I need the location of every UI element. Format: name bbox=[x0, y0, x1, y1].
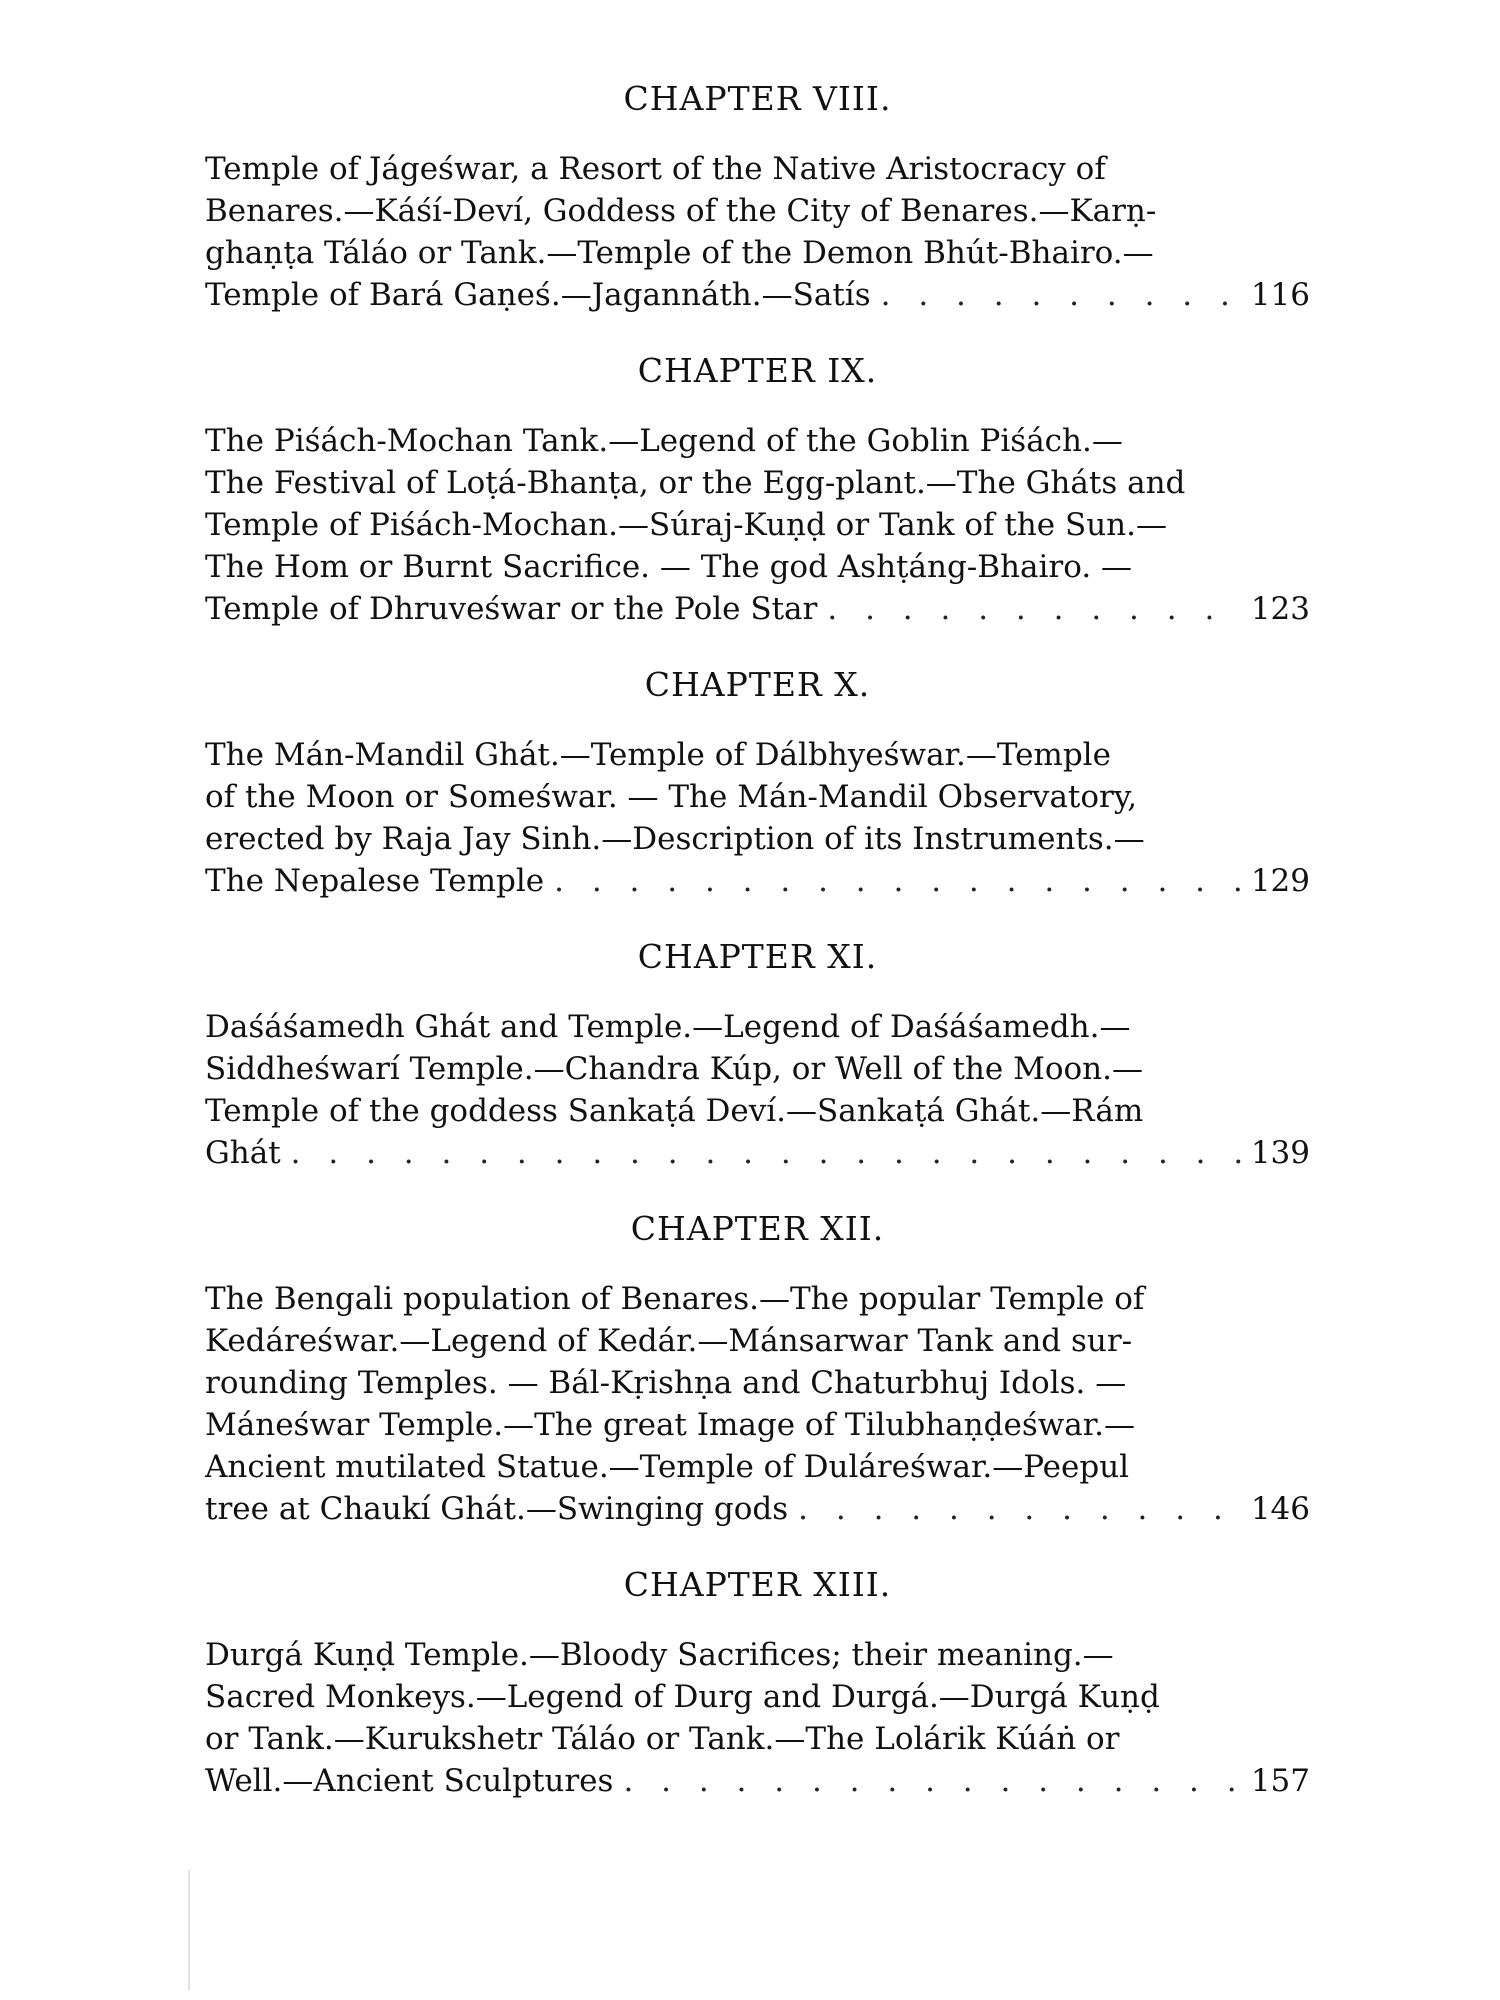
chapter-entry-ix bbox=[205, 350, 1310, 630]
dot-leader bbox=[291, 1132, 1241, 1174]
description-line: Daśáśamedh Ghát and Temple.—Legend of Daśáśamedh.— bbox=[205, 1009, 1131, 1045]
chapter-entry-xi bbox=[205, 936, 1310, 1174]
description-line: erected by Raja Jay Sinh.—Description of its Instruments.— bbox=[205, 821, 1145, 857]
dot-leader bbox=[881, 274, 1241, 316]
chapter-description bbox=[205, 1006, 1310, 1174]
description-line: The Bengali population of Benares.—The popular Temple of bbox=[205, 1281, 1145, 1317]
description-line: Temple of Piśách-Mochan.—Súraj-Kuṇḍ or Tank of the Sun.— bbox=[205, 507, 1167, 543]
description-line: Durgá Kuṇḍ Temple.—Bloody Sacrifices; their meaning.— bbox=[205, 1637, 1114, 1673]
description-line: Well.—Ancient Sculptures bbox=[205, 1763, 614, 1799]
description-last-line bbox=[205, 1760, 1310, 1802]
description-line: Ancient mutilated Statue.—Temple of Duláreśwar.—Peepul bbox=[205, 1449, 1130, 1485]
description-last-line bbox=[205, 1488, 1310, 1530]
page-number: 146 bbox=[1250, 1491, 1310, 1527]
dot-leader bbox=[623, 1760, 1240, 1802]
chapter-title: CHAPTER VIII. bbox=[623, 79, 892, 118]
description-last-line bbox=[205, 860, 1310, 902]
description-line: Temple of the goddess Sankaṭá Deví.—Sankaṭá Ghát.—Rám bbox=[205, 1093, 1144, 1129]
chapter-title: CHAPTER IX. bbox=[637, 351, 878, 390]
description-last-line bbox=[205, 1132, 1310, 1174]
description-line: Temple of Jágeśwar, a Resort of the Native Aristocracy of bbox=[205, 151, 1106, 187]
scan-margin-mark bbox=[188, 1870, 190, 1990]
chapter-description bbox=[205, 1634, 1310, 1802]
chapter-description bbox=[205, 1278, 1310, 1530]
description-line: The Piśách-Mochan Tank.—Legend of the Goblin Piśách.— bbox=[205, 423, 1123, 459]
dot-leader bbox=[798, 1488, 1241, 1530]
description-line: The Hom or Burnt Sacrifice. — The god Ashṭáng-Bhairo. — bbox=[205, 549, 1133, 585]
description-line: tree at Chaukí Ghát.—Swinging gods bbox=[205, 1491, 789, 1527]
description-line: Benares.—Káśí-Deví, Goddess of the City of Benares.—Karṇ- bbox=[205, 193, 1157, 229]
page-number: 116 bbox=[1250, 277, 1310, 313]
page-number: 123 bbox=[1250, 591, 1310, 627]
description-line: Kedáreśwar.—Legend of Kedár.—Mánsarwar Tank and sur- bbox=[205, 1323, 1133, 1359]
description-line: rounding Temples. — Bál-Kṛishṇa and Chaturbhuj Idols. — bbox=[205, 1365, 1127, 1401]
chapter-description bbox=[205, 148, 1310, 316]
description-last-line bbox=[205, 588, 1310, 630]
description-line: Sacred Monkeys.—Legend of Durg and Durgá.—Durgá Kuṇḍ bbox=[205, 1679, 1160, 1715]
description-line: The Nepalese Temple bbox=[205, 863, 545, 899]
chapter-title: CHAPTER XI. bbox=[637, 937, 878, 976]
chapter-entry-xii bbox=[205, 1208, 1310, 1530]
description-line: Máneśwar Temple.—The great Image of Tilubhaṇḍeśwar.— bbox=[205, 1407, 1136, 1443]
page-number: 139 bbox=[1250, 1135, 1310, 1171]
chapter-description bbox=[205, 734, 1310, 902]
page-number: 157 bbox=[1250, 1763, 1310, 1799]
description-line: The Festival of Loṭá-Bhanṭa, or the Egg-plant.—The Gháts and bbox=[205, 465, 1186, 501]
chapter-entry-viii bbox=[205, 78, 1310, 316]
table-of-contents bbox=[205, 78, 1310, 1836]
chapter-entry-xiii bbox=[205, 1564, 1310, 1802]
description-line: The Mán-Mandil Ghát.—Temple of Dálbhyeśwar.—Temple bbox=[205, 737, 1111, 773]
description-line: Temple of Bará Gaṇeś.—Jagannáth.—Satís bbox=[205, 277, 871, 313]
chapter-description bbox=[205, 420, 1310, 630]
chapter-title: CHAPTER XII. bbox=[630, 1209, 885, 1248]
chapter-entry-x bbox=[205, 664, 1310, 902]
chapter-title: CHAPTER X. bbox=[644, 665, 871, 704]
description-line: of the Moon or Someśwar. — The Mán-Mandil Observatory, bbox=[205, 779, 1138, 815]
dot-leader bbox=[554, 860, 1241, 902]
chapter-title: CHAPTER XIII. bbox=[623, 1565, 892, 1604]
description-line: Temple of Dhruveśwar or the Pole Star bbox=[205, 591, 818, 627]
description-line: Ghát bbox=[205, 1135, 281, 1171]
dot-leader bbox=[827, 588, 1240, 630]
description-last-line bbox=[205, 274, 1310, 316]
description-line: or Tank.—Kurukshetr Táláo or Tank.—The Lolárik Kúáṅ or bbox=[205, 1721, 1120, 1757]
page-number: 129 bbox=[1250, 863, 1310, 899]
description-line: ghaṇṭa Táláo or Tank.—Temple of the Demon Bhút-Bhairo.— bbox=[205, 235, 1154, 271]
description-line: Siddheśwarí Temple.—Chandra Kúp, or Well of the Moon.— bbox=[205, 1051, 1143, 1087]
